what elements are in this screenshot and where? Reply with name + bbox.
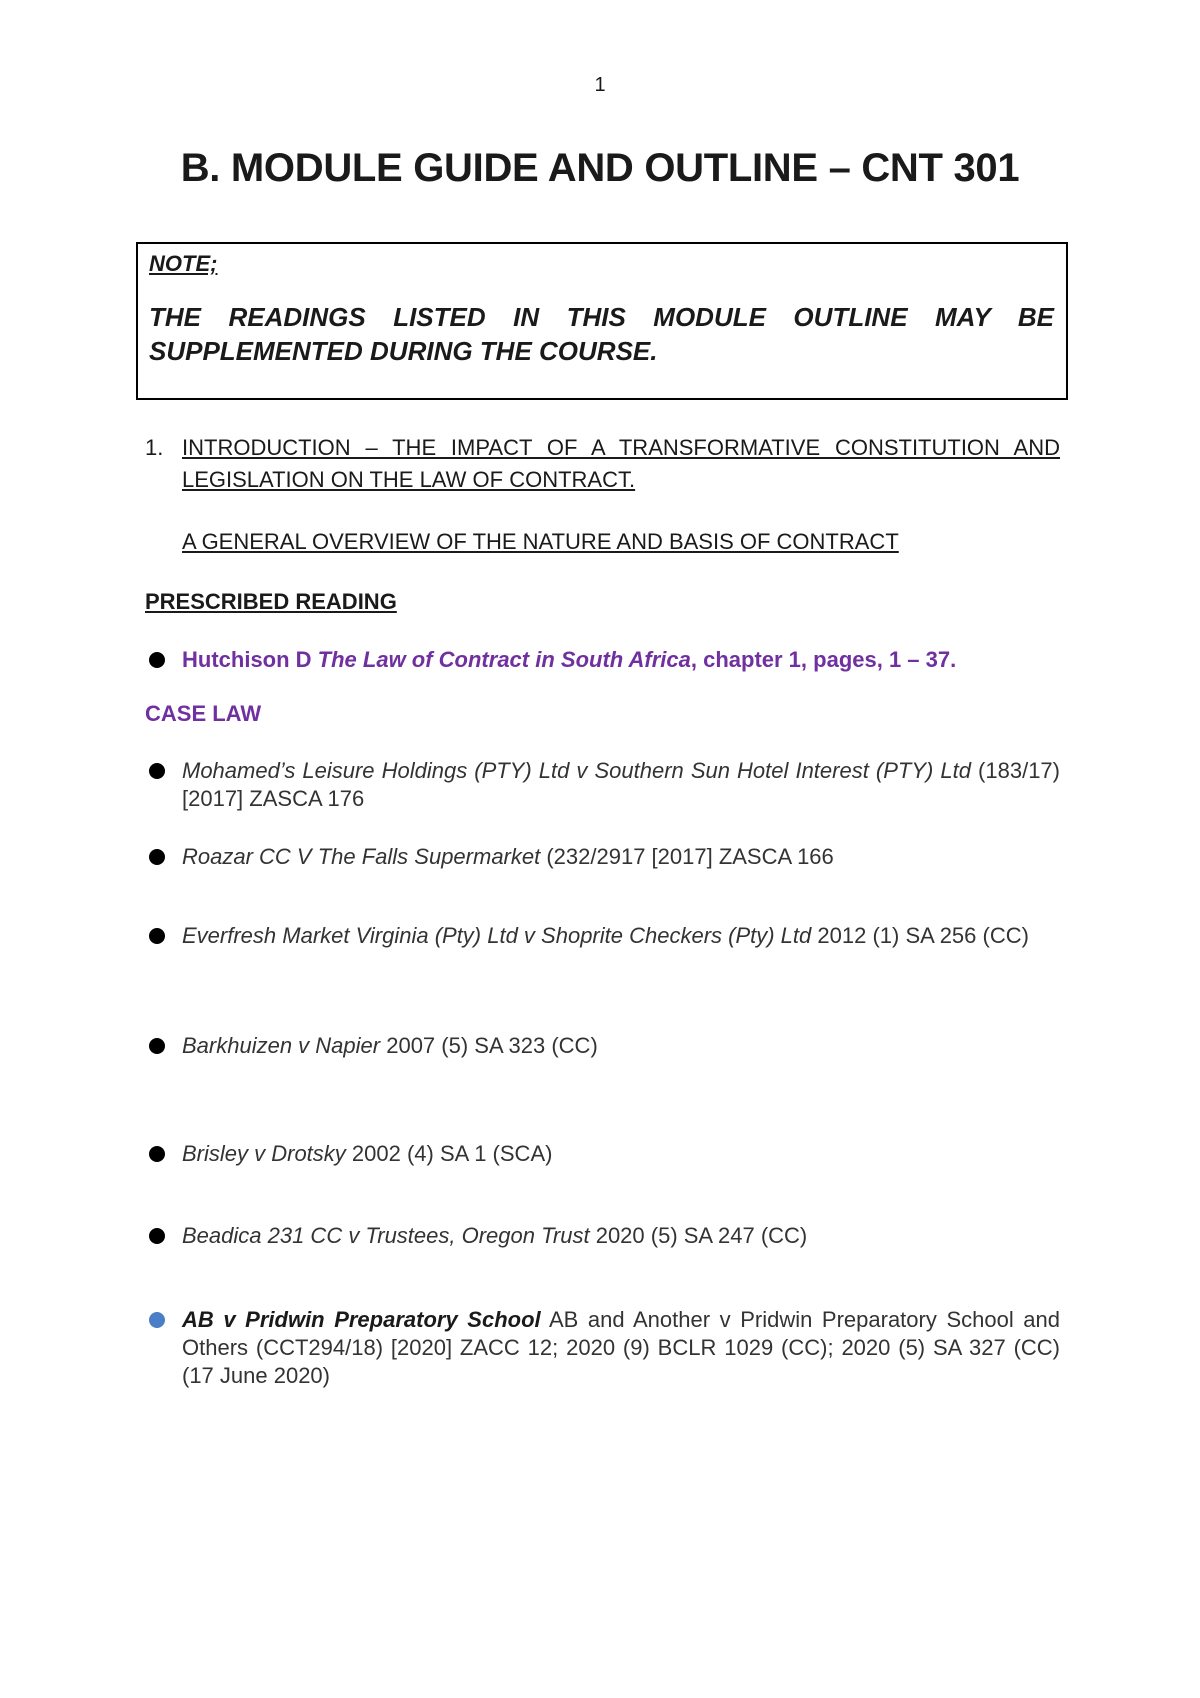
- case-name: Brisley v Drotsky: [182, 1141, 346, 1166]
- case-name: Mohamed’s Leisure Holdings (PTY) Ltd v Southern Sun Hotel Interest (PTY) Ltd: [182, 758, 971, 783]
- case-citation: 2002 (4) SA 1 (SCA): [345, 1141, 553, 1166]
- bullet-icon: [149, 1228, 165, 1244]
- bullet-icon: [149, 849, 165, 865]
- case-name: Barkhuizen v Napier: [182, 1033, 381, 1058]
- case-text: [182, 843, 1060, 871]
- case-text: [182, 922, 1060, 950]
- section-subheading: A GENERAL OVERVIEW OF THE NATURE AND BASIS OF CONTRACT: [182, 529, 899, 554]
- page-title: B. MODULE GUIDE AND OUTLINE – CNT 301: [180, 146, 1020, 190]
- bullet-icon: [149, 1038, 165, 1054]
- section-heading: INTRODUCTION – THE IMPACT OF A TRANSFORMATIVE CONSTITUTION AND LEGISLATION ON THE LAW OF CONTRACT.: [182, 435, 1060, 492]
- case-text: [182, 1140, 1060, 1168]
- bullet-icon: [149, 763, 165, 779]
- prescribed-reading-heading: PRESCRIBED READING: [145, 589, 397, 614]
- section-number: 1.: [145, 435, 164, 460]
- case-text: [182, 1222, 1060, 1250]
- bullet-icon: [149, 652, 165, 668]
- note-text: THE READINGS LISTED IN THIS MODULE OUTLINE MAY BE SUPPLEMENTED DURING THE COURSE.: [149, 302, 1054, 366]
- case-name: Beadica 231 CC v Trustees, Oregon Trust: [182, 1223, 590, 1248]
- case-citation: (232/2917 [2017] ZASCA 166: [540, 844, 834, 869]
- reading-text: [182, 644, 1060, 676]
- case-text: [182, 1032, 1060, 1060]
- bullet-icon: [149, 1146, 165, 1162]
- case-text: [182, 757, 1060, 813]
- note-box: [136, 242, 1068, 400]
- case-name: Roazar CC V The Falls Supermarket: [182, 844, 541, 869]
- case-text: [182, 1306, 1060, 1390]
- reading-details: , chapter 1, pages, 1 – 37.: [690, 647, 957, 672]
- page-number: 1: [594, 74, 606, 96]
- case-citation: (183/17) [2017] ZASCA 176: [182, 758, 1060, 811]
- case-citation: 2020 (5) SA 247 (CC): [589, 1223, 808, 1248]
- reading-work: The Law of Contract in South Africa: [317, 647, 691, 672]
- note-label: NOTE;: [149, 251, 218, 276]
- bullet-icon: [149, 1312, 165, 1328]
- case-law-heading: CASE LAW: [145, 701, 262, 726]
- case-citation: AB and Another v Pridwin Preparatory School and Others (CCT294/18) [2020] ZACC 12; 2020 (9) BCLR 1029 (CC); 2020 (5) SA 327 (CC) (17 June 2020): [182, 1307, 1060, 1388]
- case-name: Everfresh Market Virginia (Pty) Ltd v Shoprite Checkers (Pty) Ltd: [182, 923, 812, 948]
- bullet-icon: [149, 928, 165, 944]
- case-citation: 2012 (1) SA 256 (CC): [811, 923, 1029, 948]
- case-name: AB v Pridwin Preparatory School: [182, 1307, 541, 1332]
- case-citation: 2007 (5) SA 323 (CC): [380, 1033, 598, 1058]
- reading-author: Hutchison D: [182, 647, 318, 672]
